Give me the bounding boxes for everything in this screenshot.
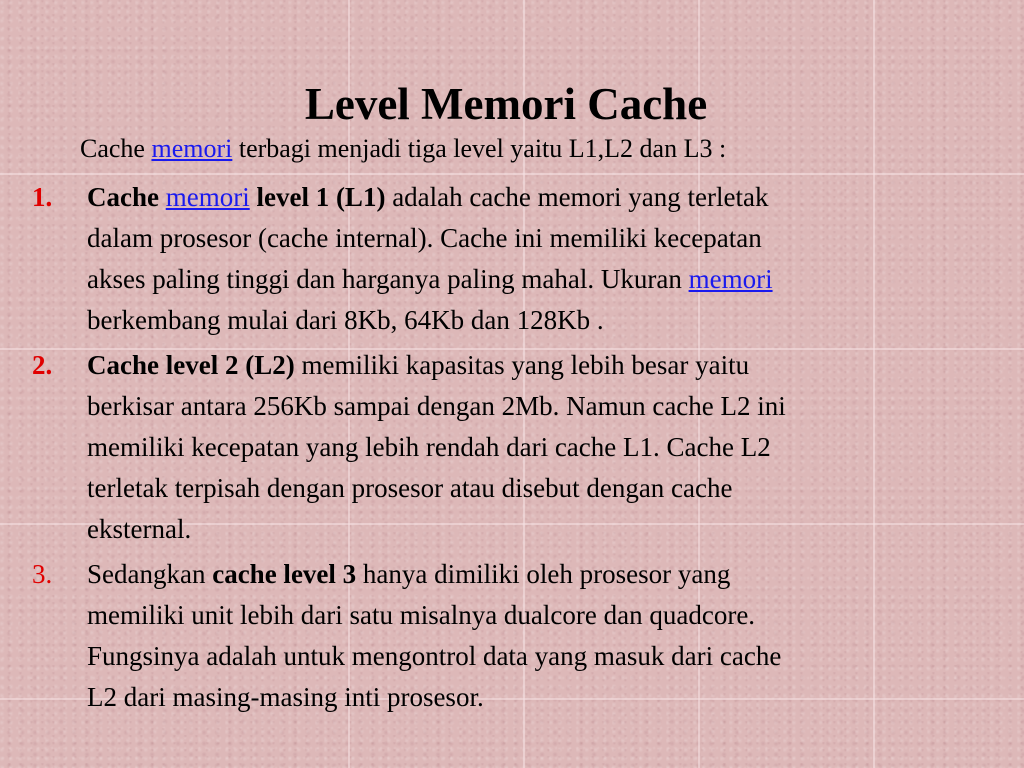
slide-title: Level Memori Cache xyxy=(304,79,708,130)
text-span: adalah cache memori yang terletak xyxy=(385,182,769,212)
text-line: berkisar antara 256Kb sampai dengan 2Mb. Namun cache L2 ini xyxy=(87,391,786,421)
text-line: L2 dari masing-masing inti prosesor. xyxy=(87,682,484,712)
text-line: eksternal. xyxy=(87,514,192,544)
memori-link[interactable]: memori xyxy=(151,134,233,163)
bold-text: Cache level 2 (L2) xyxy=(87,350,295,380)
memori-link[interactable]: memori xyxy=(688,264,773,294)
intro-text-start: Cache xyxy=(80,134,152,163)
intro-paragraph xyxy=(80,129,726,169)
bold-text: level 1 (L1) xyxy=(249,182,386,212)
text-line: dalam prosesor (cache internal). Cache ini memiliki kecepatan xyxy=(87,223,762,253)
text-line xyxy=(87,177,984,218)
text-span: memiliki kapasitas yang lebih besar yaitu xyxy=(294,350,750,380)
list-item xyxy=(0,177,1024,341)
list-number: 3. xyxy=(32,559,53,589)
memori-link[interactable]: memori xyxy=(165,182,250,212)
background-seam xyxy=(0,173,1024,175)
text-line: memiliki kecepatan yang lebih rendah dari cache L1. Cache L2 xyxy=(87,432,771,462)
list-number: 2. xyxy=(32,350,53,380)
intro-text-end: terbagi menjadi tiga level yaitu L1,L2 dan L3 : xyxy=(232,134,727,163)
list-number: 1. xyxy=(32,182,53,212)
list-item xyxy=(0,554,1024,718)
text-line xyxy=(87,259,984,300)
text-line: memiliki unit lebih dari satu misalnya dualcore dan quadcore. xyxy=(87,600,756,630)
text-line: terletak terpisah dengan prosesor atau disebut dengan cache xyxy=(87,473,733,503)
text-line: Fungsinya adalah untuk mengontrol data yang masuk dari cache xyxy=(87,641,782,671)
text-span: akses paling tinggi dan harganya paling mahal. Ukuran xyxy=(87,264,689,294)
text-span: hanya dimiliki oleh prosesor yang xyxy=(356,559,731,589)
numbered-list xyxy=(0,177,1024,722)
text-line: berkembang mulai dari 8Kb, 64Kb dan 128Kb . xyxy=(87,305,604,335)
text-span: Sedangkan xyxy=(87,559,213,589)
bold-text: Cache xyxy=(87,182,166,212)
bold-text: cache level 3 xyxy=(212,559,357,589)
text-line xyxy=(87,554,984,595)
list-item xyxy=(0,345,1024,550)
text-line xyxy=(87,345,984,386)
